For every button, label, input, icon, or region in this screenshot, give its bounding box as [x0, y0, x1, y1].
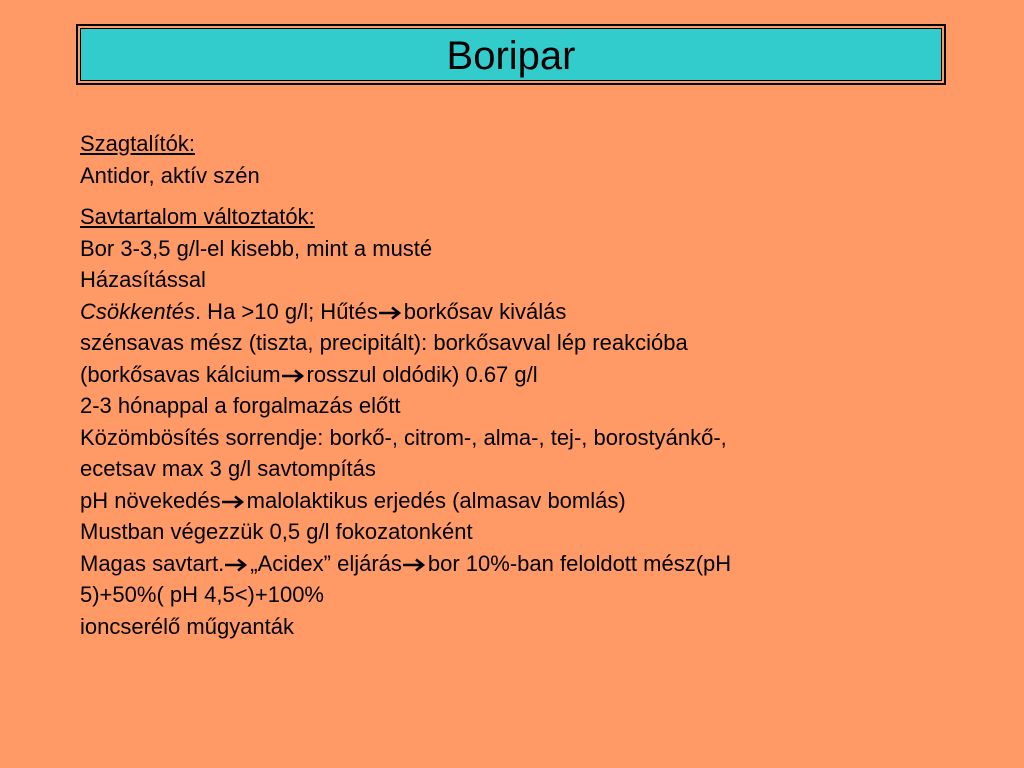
body-line: [80, 548, 950, 580]
italic-term: Csökkentés: [80, 298, 195, 324]
body-line: ecetsav max 3 g/l savtompítás: [80, 456, 376, 481]
line-text: borkősav kiválás: [403, 298, 567, 324]
line-text: rosszul oldódik) 0.67 g/l: [306, 361, 538, 387]
line-text: . Ha >10 g/l; Hűtés: [194, 298, 378, 324]
right-arrow-icon: [221, 495, 247, 509]
right-arrow-icon: [281, 369, 307, 383]
body-line: 2-3 hónappal a forgalmazás előtt: [80, 393, 401, 418]
title-frame: [76, 24, 946, 85]
right-arrow-icon: [402, 558, 428, 572]
right-arrow-icon: [378, 306, 404, 320]
body-line: Mustban végezzük 0,5 g/l fokozatonként: [80, 519, 473, 544]
body-line: ioncserélő műgyanták: [80, 613, 295, 639]
line-text: (borkősavas kálcium: [80, 361, 281, 387]
body-line: [80, 359, 950, 391]
body-line: Házasítással: [80, 267, 206, 292]
body-line: Közömbösítés sorrendje: borkő-, citrom-, alma-, tej-, borostyánkő-,: [80, 424, 727, 450]
slide-title: Boripar: [446, 33, 576, 78]
section-acid-modifiers: [80, 201, 950, 642]
section-deodorizers: [80, 128, 950, 191]
section-heading: Savtartalom változtatók:: [80, 204, 315, 229]
slide-body: [80, 128, 950, 642]
line-text: „Acidex” eljárás: [250, 550, 402, 576]
body-line: Bor 3-3,5 g/l-el kisebb, mint a musté: [80, 235, 433, 261]
line-text: Magas savtart.: [80, 550, 225, 576]
body-line: [80, 296, 950, 328]
body-line: szénsavas mész (tiszta, precipitált): borkősavval lép reakcióba: [80, 330, 688, 355]
line-text: malolaktikus erjedés (almasav bomlás): [246, 487, 626, 513]
section-heading: Szagtalítók:: [80, 131, 195, 156]
body-line: Antidor, aktív szén: [80, 162, 260, 188]
body-line: [80, 485, 950, 517]
title-fill: [80, 28, 942, 81]
body-line: 5)+50%( pH 4,5<)+100%: [80, 582, 324, 607]
line-text: pH növekedés: [80, 487, 221, 513]
line-text: bor 10%-ban feloldott mész(pH: [427, 550, 732, 576]
right-arrow-icon: [224, 558, 250, 572]
